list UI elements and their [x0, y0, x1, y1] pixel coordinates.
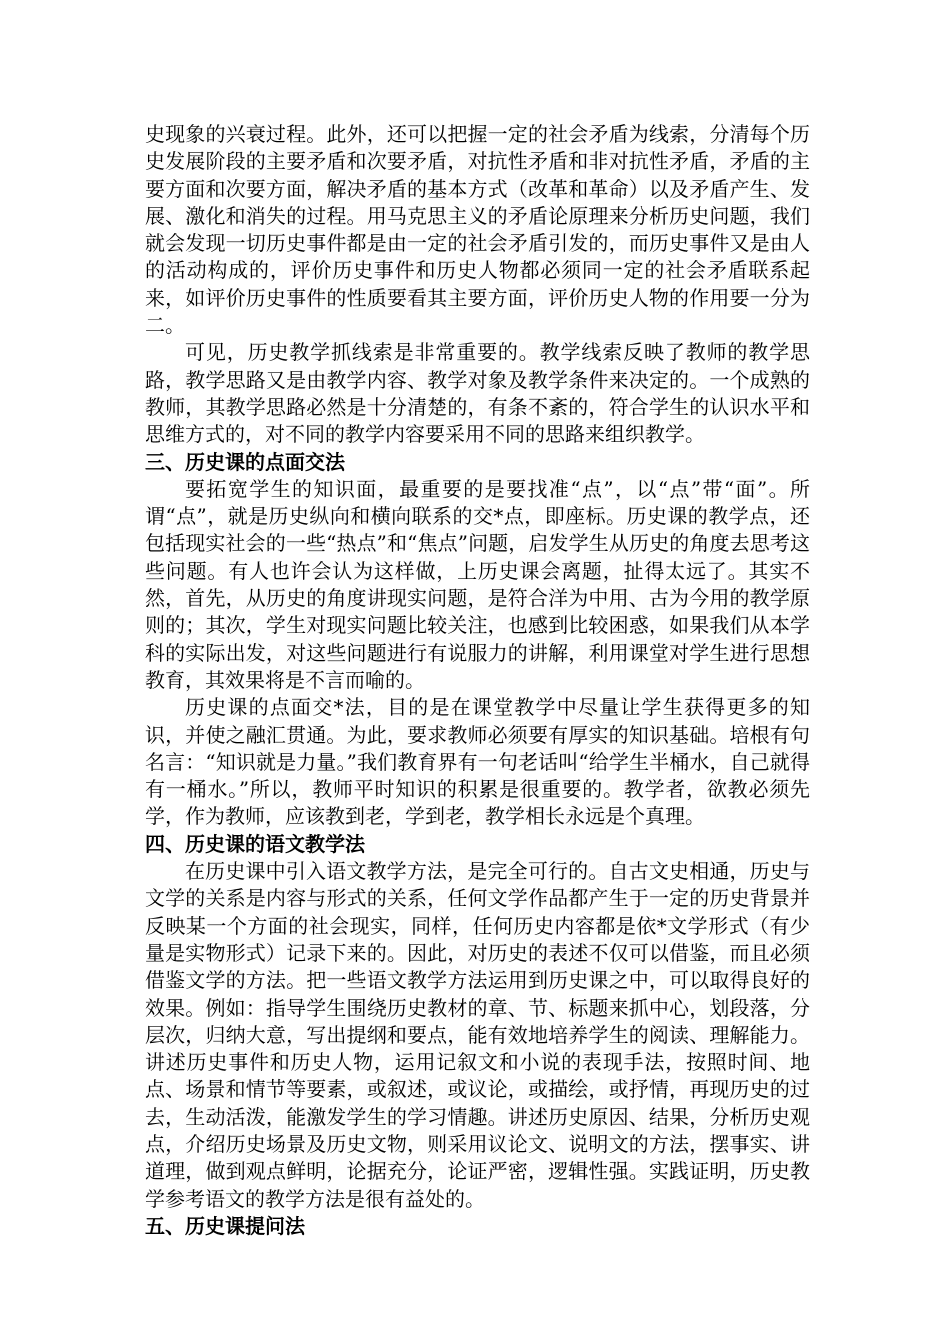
- paragraph-point-surface-1: 要拓宽学生的知识面，最重要的是要找准“点”，以“点”带“面”。所谓“点”，就是历史纵向和横向联系的交*点，即座标。历史课的教学点，还包括现实社会的一些“热点”和“焦点”问题，启发学生从历史的角度去思考这些问题。有人也许会认为这样做，上历史课会离题，扯得太远了。其实不然，首先，从历史的角度讲现实问题，是符合洋为中用、古为今用的教学原则的；其次，学生对现实问题比较关注，也感到比较困惑，如果我们从本学科的实际出发，对这些问题进行有说服力的讲解，利用课堂对学生进行思想教育，其效果将是不言而喻的。: [145, 476, 810, 692]
- paragraph-point-surface-2: 历史课的点面交*法，目的是在课堂教学中尽量让学生获得更多的知识，并使之融汇贯通。为此，要求教师必须要有厚实的知识基础。培根有句名言：“知识就是力量。”我们教育界有一句老话叫“给学生半桶水，自己就得有一桶水。”所以，教师平时知识的积累是很重要的。教学者，欲教必须先学，作为教师，应该教到老，学到老，教学相长永远是个真理。: [145, 695, 810, 829]
- section-heading-chinese-method: 四、历史课的语文教学法: [145, 831, 365, 856]
- section-heading-point-surface: 三、历史课的点面交法: [145, 449, 345, 474]
- document-page: [145, 121, 810, 1240]
- paragraph-contradiction-clue: 史现象的兴衰过程。此外，还可以把握一定的社会矛盾为线索，分清每个历史发展阶段的主要矛盾和次要矛盾，对抗性矛盾和非对抗性矛盾，矛盾的主要方面和次要方面，解决矛盾的基本方式（改革和革命）以及矛盾产生、发展、激化和消失的过程。用马克思主义的矛盾论原理来分析历史问题，我们就会发现一切历史事件都是由一定的社会矛盾引发的，而历史事件又是由人的活动构成的，评价历史事件和历史人物都必须同一定的社会矛盾联系起来，如评价历史事件的性质要看其主要方面，评价历史人物的作用要一分为二。: [145, 122, 810, 338]
- paragraph-teaching-clue: 可见，历史教学抓线索是非常重要的。教学线索反映了教师的教学思路，教学思路又是由教学内容、教学对象及教学条件来决定的。一个成熟的教师，其教学思路必然是十分清楚的，有条不紊的，符合学生的认识水平和思维方式的，对不同的教学内容要采用不同的思路来组织教学。: [145, 340, 810, 447]
- section-heading-questioning: 五、历史课提问法: [145, 1213, 305, 1238]
- paragraph-chinese-method: 在历史课中引入语文教学方法，是完全可行的。自古文史相通，历史与文学的关系是内容与形式的关系，任何文学作品都产生于一定的历史背景并反映某一个方面的社会现实，同样，任何历史内容都是依*文学形式（有少量是实物形式）记录下来的。因此，对历史的表述不仅可以借鉴，而且必须借鉴文学的方法。把一些语文教学方法运用到历史课之中，可以取得良好的效果。例如：指导学生围绕历史教材的章、节、标题来抓中心，划段落，分层次，归纳大意，写出提纲和要点，能有效地培养学生的阅读、理解能力。讲述历史事件和历史人物，运用记叙文和小说的表现手法，按照时间、地点、场景和情节等要素，或叙述，或议论，或描绘，或抒情，再现历史的过去，生动活泼，能激发学生的学习情趣。讲述历史原因、结果，分析历史观点，介绍历史场景及历史文物，则采用议论文、说明文的方法，摆事实、讲道理，做到观点鲜明，论据充分，论证严密，逻辑性强。实践证明，历史教学参考语文的教学方法是很有益处的。: [145, 859, 810, 1211]
